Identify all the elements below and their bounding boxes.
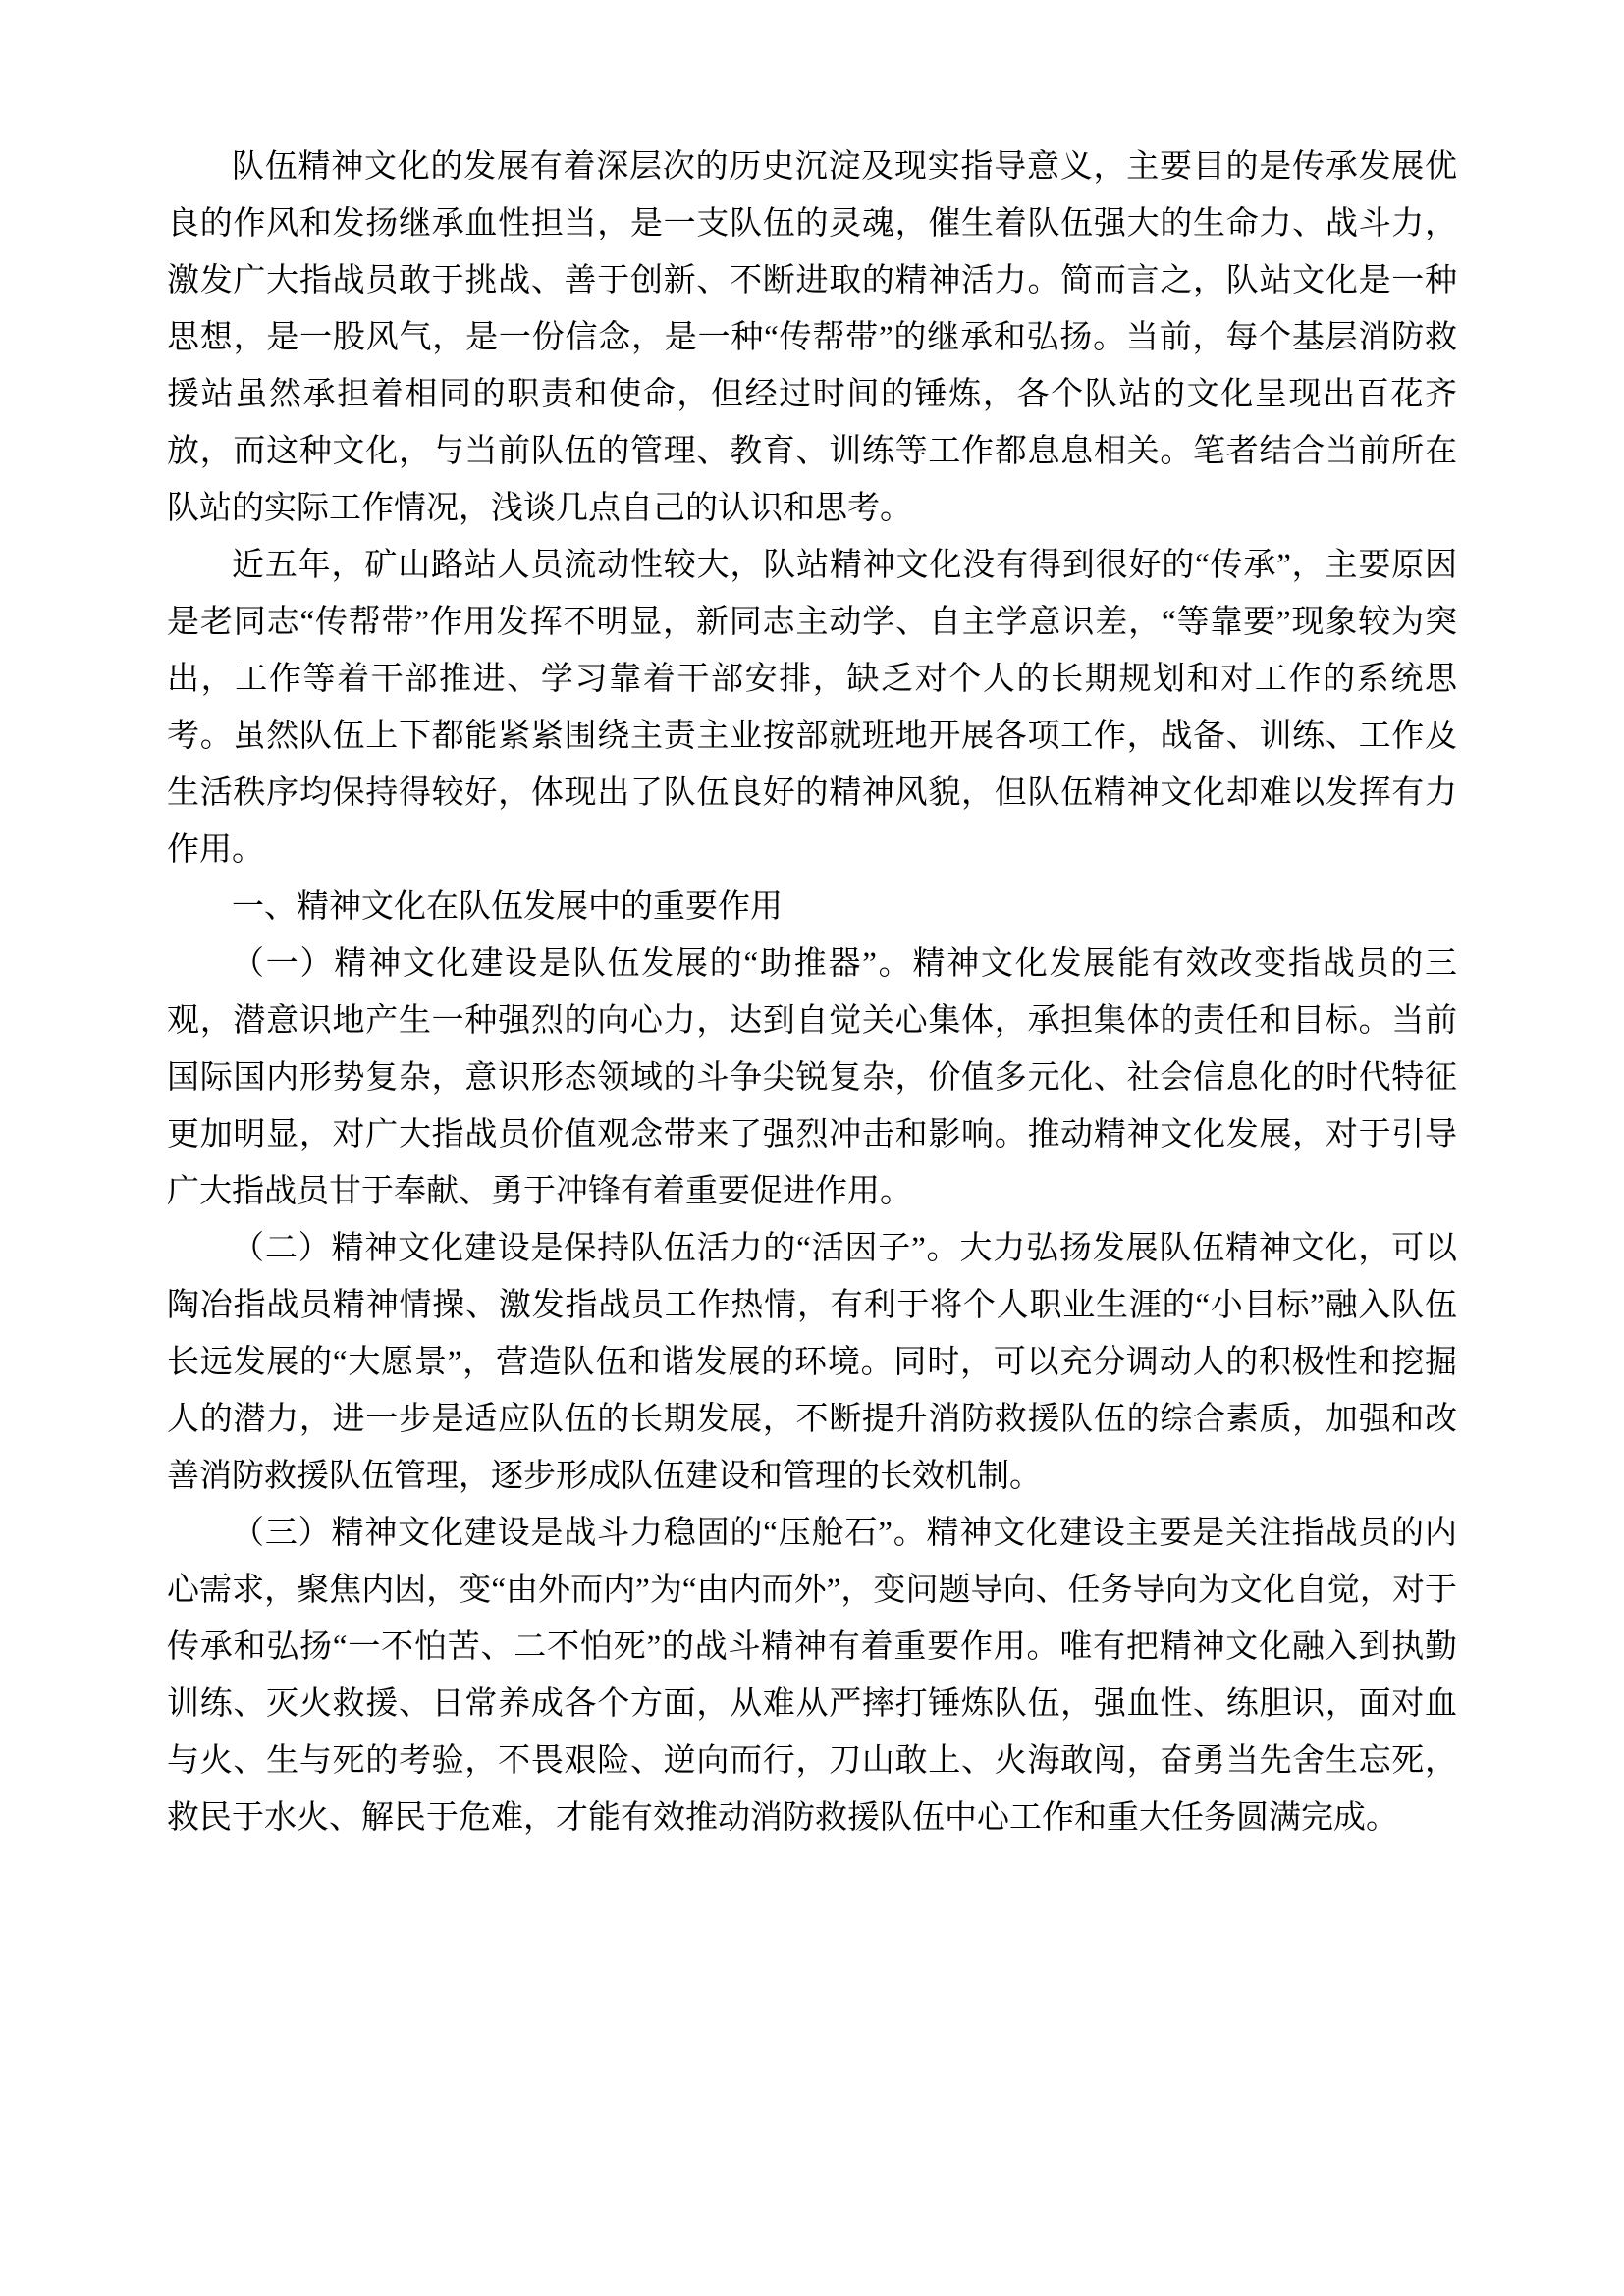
paragraph-intro: 队伍精神文化的发展有着深层次的历史沉淀及现实指导意义，主要目的是传承发展优良的作风和发扬继承血性担当，是一支队伍的灵魂，催生着队伍强大的生命力、战斗力，激发广大指战员敢于挑战、善于创新、不断进取的精神活力。简而言之，队站文化是一种思想，是一股风气，是一份信念，是一种“传帮带”的继承和弘扬。当前，每个基层消防救援站虽然承担着相同的职责和使命，但经过时间的锤炼，各个队站的文化呈现出百花齐放，而这种文化，与当前队伍的管理、教育、训练等工作都息息相关。笔者结合当前所在队站的实际工作情况，浅谈几点自己的认识和思考。 — [167, 149, 1457, 526]
paragraph-current-situation: 近五年，矿山路站人员流动性较大，队站精神文化没有得到很好的“传承”，主要原因是老同志“传帮带”作用发挥不明显，新同志主动学、自主学意识差，“等靠要”现象较为突出，工作等着干部推进、学习靠着干部安排，缺乏对个人的长期规划和对工作的系统思考。虽然队伍上下都能紧紧围绕主责主业按部就班地开展各项工作，战备、训练、工作及生活秩序均保持得较好，体现出了队伍良好的精神风貌，但队伍精神文化却难以发挥有力作用。 — [167, 548, 1457, 868]
paragraph-point-2: （二）精神文化建设是保持队伍活力的“活因子”。大力弘扬发展队伍精神文化，可以陶冶指战员精神情操、激发指战员工作热情，有利于将个人职业生涯的“小目标”融入队伍长远发展的“大愿景”，营造队伍和谐发展的环境。同时，可以充分调动人的积极性和挖掘人的潜力，进一步是适应队伍的长期发展，不断提升消防救援队伍的综合素质，加强和改善消防救援队伍管理，逐步形成队伍建设和管理的长效机制。 — [167, 1231, 1457, 1494]
paragraph-point-3: （三）精神文化建设是战斗力稳固的“压舱石”。精神文化建设主要是关注指战员的内心需求，聚焦内因，变“由外而内”为“由内而外”，变问题导向、任务导向为文化自觉，对于传承和弘扬“一不怕苦、二不怕死”的战斗精神有着重要作用。唯有把精神文化融入到执勤训练、灭火救援、日常养成各个方面，从难从严摔打锤炼队伍，强血性、练胆识，面对血与火、生与死的考验，不畏艰险、逆向而行，刀山敢上、火海敢闯，奋勇当先舍生忘死，救民于水火、解民于危难，才能有效推动消防救援队伍中心工作和重大任务圆满完成。 — [167, 1516, 1457, 1836]
section-heading-1: 一、精神文化在队伍发展中的重要作用 — [232, 889, 783, 925]
paragraph-point-1: （一）精神文化建设是队伍发展的“助推器”。精神文化发展能有效改变指战员的三观，潜意识地产生一种强烈的向心力，达到自觉关心集体，承担集体的责任和目标。当前国际国内形势复杂，意识形态领域的斗争尖锐复杂，价值多元化、社会信息化的时代特征更加明显，对广大指战员价值观念带来了强烈冲击和影响。推动精神文化发展，对于引导广大指战员甘于奉献、勇于冲锋有着重要促进作用。 — [167, 946, 1457, 1209]
